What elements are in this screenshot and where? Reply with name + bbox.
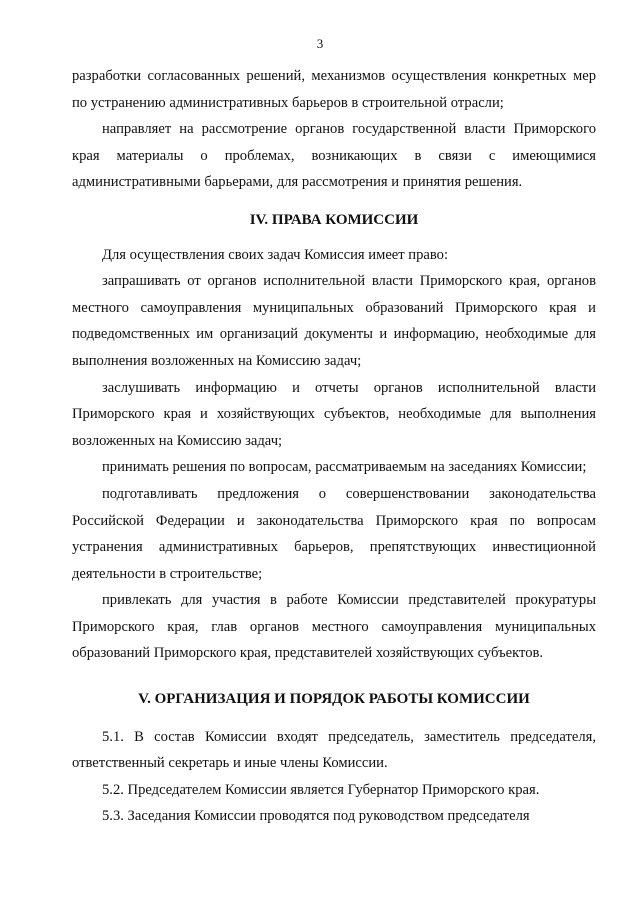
paragraph-continuation: разработки согласованных решений, механизмов осуществления конкретных мер по устранению административных барьеров в строительной отрасли; [72,68,596,111]
section-heading-v: V. ОРГАНИЗАЦИЯ И ПОРЯДОК РАБОТЫ КОМИССИИ [138,691,530,708]
paragraph: привлекать для участия в работе Комиссии представителей прокуратуры Приморского края, глав органов местного самоуправления муниципальных образований Приморского края, представителей хозяйствующих субъектов. [72,592,596,662]
document-body [72,63,596,830]
paragraph: заслушивать информацию и отчеты органов исполнительной власти Приморского края и хозяйствующих субъектов, необходимые для выполнения возложенных на Комиссию задач; [72,379,596,449]
page-number: 3 [316,36,324,51]
clause-5-3: 5.3. Заседания Комиссии проводятся под руководством председателя [102,808,530,825]
paragraph: направляет на рассмотрение органов государственной власти Приморского края материалы о проблемах, возникающих в связи с имеющимися административными барьерами, для рассмотрения и принятия решения. [72,121,596,191]
paragraph: подготавливать предложения о совершенствовании законодательства Российской Федерации и законодательства Приморского края по вопросам устранения административных барьеров, препятствующих инвестиционной деятельности в строительстве; [72,485,596,582]
section-heading-iv: IV. ПРАВА КОМИССИИ [249,211,419,228]
clause-5-1: 5.1. В состав Комиссии входят председатель, заместитель председателя, ответственный секретарь и иные члены Комиссии. [72,728,596,772]
paragraph: запрашивать от органов исполнительной власти Приморского края, органов местного самоуправления муниципальных образований Приморского края и подведомственных им организаций документы и информацию, необходимые для выполнения возложенных на Комиссию задач; [72,273,596,369]
paragraph: Для осуществления своих задач Комиссия имеет право: [102,246,449,263]
clause-5-2: 5.2. Председателем Комиссии является Губернатор Приморского края. [102,781,540,798]
paragraph: принимать решения по вопросам, рассматриваемым на заседаниях Комиссии; [102,459,587,476]
